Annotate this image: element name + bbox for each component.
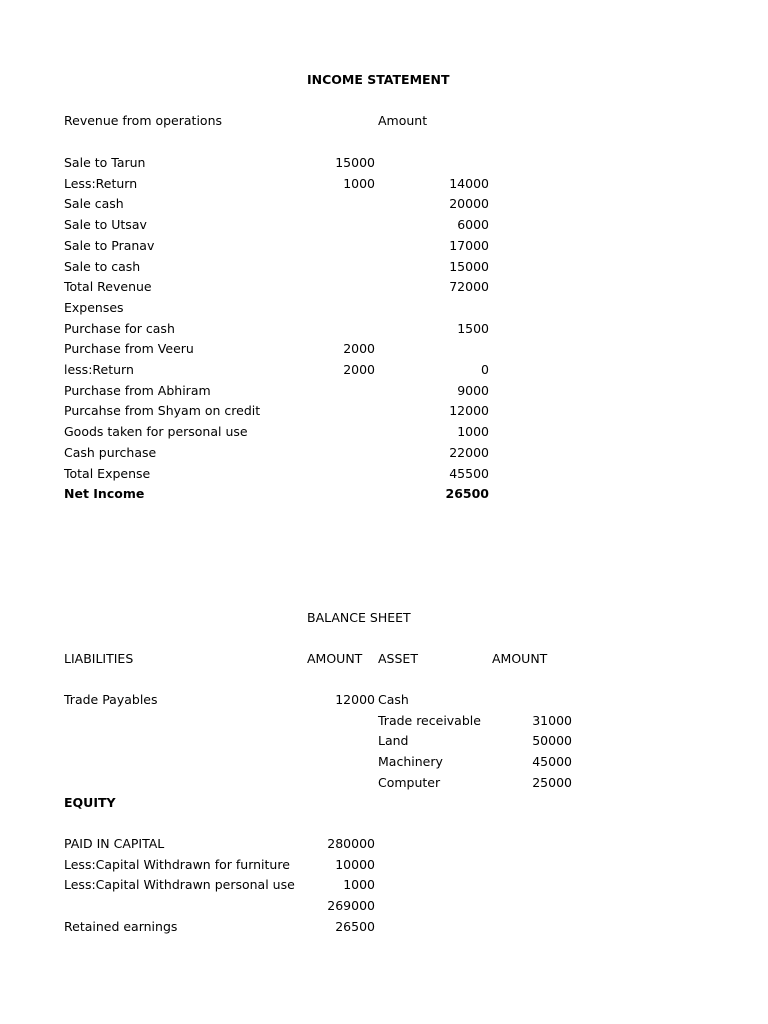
income-row-amount: 45500 (449, 466, 489, 481)
equity-row-amount: 1000 (343, 877, 375, 892)
revenue-header-label: Revenue from operations (64, 113, 223, 128)
asset-amount-header: AMOUNT (492, 651, 548, 666)
asset-row-amount: 31000 (532, 713, 572, 728)
income-row-label: Sale cash (64, 196, 124, 211)
income-row-amount: 1000 (457, 424, 489, 439)
income-row-label: Expenses (64, 300, 124, 315)
income-row-label: Cash purchase (64, 445, 157, 460)
income-row-amount: 6000 (457, 217, 489, 232)
income-row-label: Net Income (64, 486, 145, 501)
income-row-label: Total Revenue (64, 279, 152, 294)
trade-payables-label: Trade Payables (64, 692, 158, 707)
trade-payables-amount: 12000 (335, 692, 375, 707)
income-row-label: Sale to Tarun (64, 155, 146, 170)
equity-row-amount: 280000 (327, 836, 375, 851)
asset-row-label: Computer (378, 775, 441, 790)
asset-row-amount: 45000 (532, 754, 572, 769)
income-row-label: Purchase for cash (64, 321, 175, 336)
liabilities-header: LIABILITIES (64, 651, 134, 666)
asset-row-amount: 25000 (532, 775, 572, 790)
income-row-label: Total Expense (64, 466, 151, 481)
income-row-label: Purchase from Veeru (64, 341, 194, 356)
income-row-label: less:Return (64, 362, 134, 377)
income-row-subamount: 2000 (343, 362, 375, 377)
amount-header: Amount (378, 113, 428, 128)
equity-row-label: Retained earnings (64, 919, 178, 934)
income-row-amount: 0 (481, 362, 489, 377)
asset-row-label: Machinery (378, 754, 443, 769)
income-row-amount: 22000 (449, 445, 489, 460)
equity-row-label: Less:Capital Withdrawn for furniture (64, 857, 290, 872)
equity-title: EQUITY (64, 795, 116, 810)
income-row-amount: 1500 (457, 321, 489, 336)
income-row-label: Less:Return (64, 176, 138, 191)
equity-row-amount: 10000 (335, 857, 375, 872)
income-row-label: Sale to cash (64, 259, 141, 274)
income-row-label: Sale to Utsav (64, 217, 147, 232)
income-row-amount: 15000 (449, 259, 489, 274)
income-row-label: Purcahse from Shyam on credit (64, 403, 261, 418)
asset-row-label: Trade receivable (378, 713, 481, 728)
income-row-amount: 9000 (457, 383, 489, 398)
income-row-amount: 12000 (449, 403, 489, 418)
asset-row-label: Cash (378, 692, 409, 707)
income-row-subamount: 15000 (335, 155, 375, 170)
income-row-amount: 17000 (449, 238, 489, 253)
equity-row-amount: 269000 (327, 898, 375, 913)
income-row-amount: 14000 (449, 176, 489, 191)
asset-row-label: Land (378, 733, 409, 748)
asset-header: ASSET (378, 651, 418, 666)
income-row-label: Goods taken for personal use (64, 424, 248, 439)
liabilities-amount-header: AMOUNT (307, 651, 363, 666)
income-row-subamount: 1000 (343, 176, 375, 191)
income-statement-title: INCOME STATEMENT (307, 72, 450, 87)
asset-row-amount: 50000 (532, 733, 572, 748)
income-row-amount: 20000 (449, 196, 489, 211)
income-row-amount: 72000 (449, 279, 489, 294)
income-row-amount: 26500 (445, 486, 489, 501)
equity-row-label: PAID IN CAPITAL (64, 836, 165, 851)
income-row-label: Purchase from Abhiram (64, 383, 211, 398)
equity-row-amount: 26500 (335, 919, 375, 934)
balance-sheet-title: BALANCE SHEET (307, 610, 411, 625)
income-row-label: Sale to Pranav (64, 238, 155, 253)
income-row-subamount: 2000 (343, 341, 375, 356)
equity-row-label: Less:Capital Withdrawn personal use (64, 877, 295, 892)
